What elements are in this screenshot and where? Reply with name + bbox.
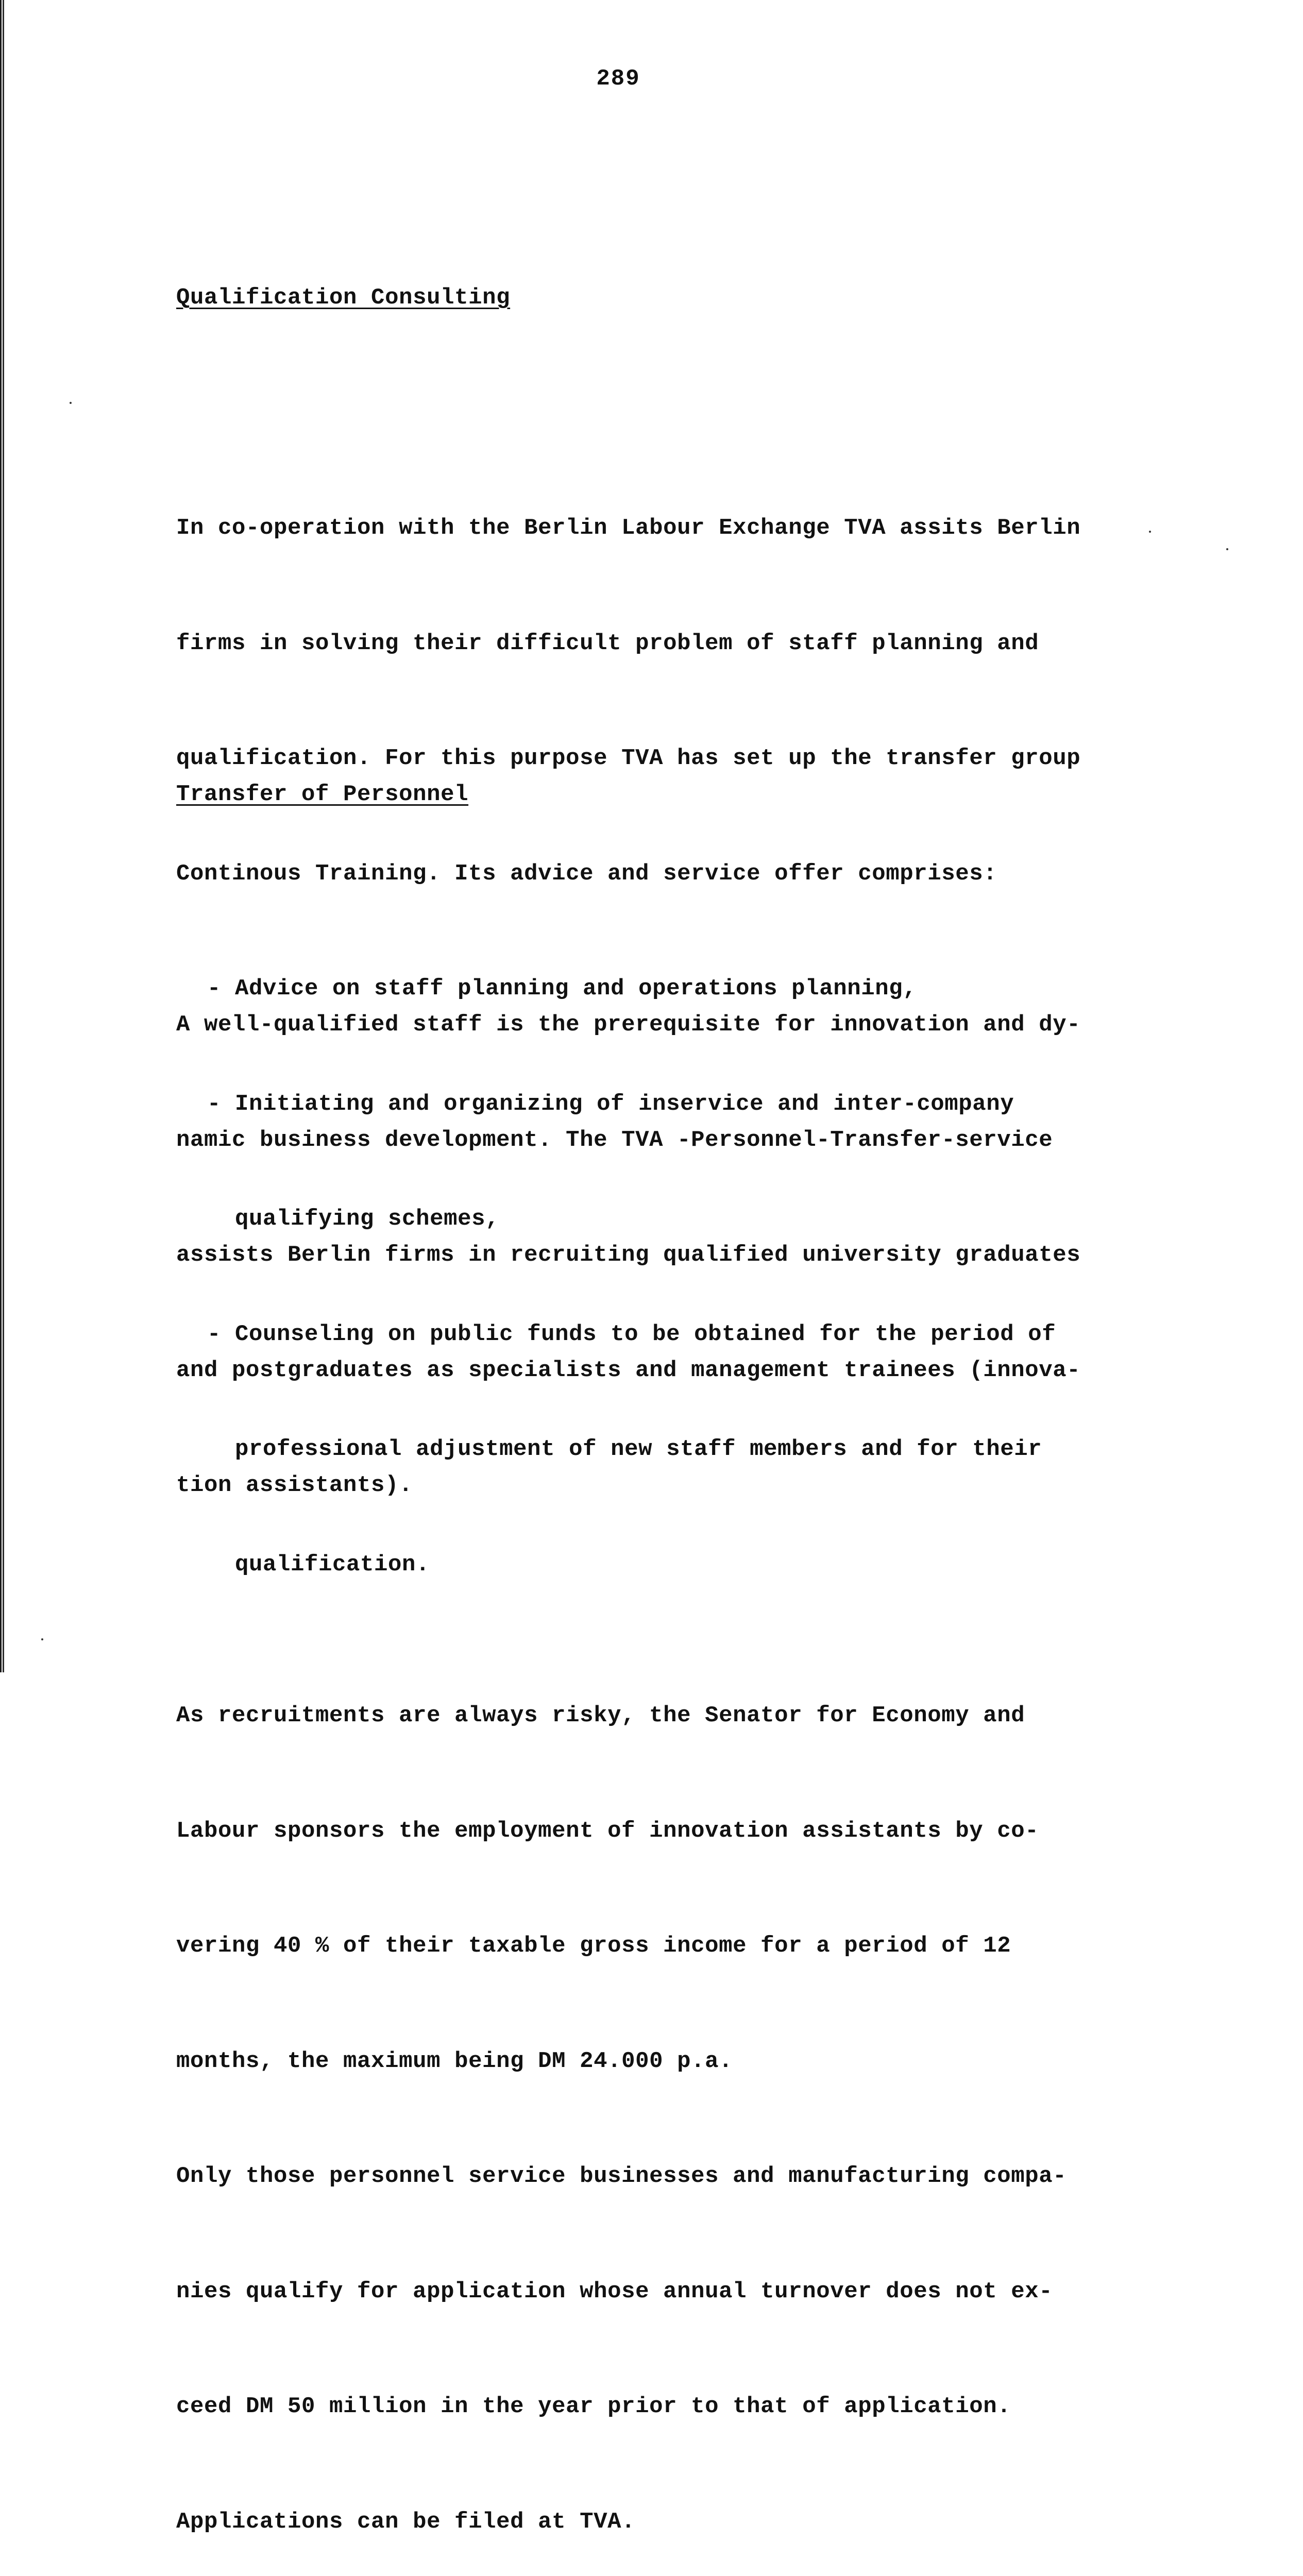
paragraph-line: firms in solving their difficult problem of staff planning and [176,630,1039,656]
paragraph-line: Only those personnel service businesses and manufacturing compa- [176,2163,1067,2189]
binding-edge [0,0,6,1672]
paragraph-line: In co-operation with the Berlin Labour Exchange TVA assits Berlin [176,515,1081,541]
bullet-line: qualification. [207,1551,430,1578]
paragraph-line: Continous Training. Its advice and service offer comprises: [176,860,997,887]
paragraph-line: tion assistants). [176,1472,413,1498]
paragraph-line: Applications can be filed at TVA. [176,2509,636,2535]
scan-speck [1149,531,1151,533]
section-heading: Transfer of Personnel [176,782,469,807]
scan-speck [41,1638,43,1640]
bullet-line: qualifying schemes, [207,1206,500,1232]
bullet-line: - Initiating and organizing of inservice and inter-company [207,1091,1014,1117]
bullet-line: - Counseling on public funds to be obtained for the period of [207,1321,1056,1347]
bullet-line: - Advice on staff planning and operations planning, [207,976,917,1002]
paragraph-line: Labour sponsors the employment of innovation assistants by co- [176,1818,1039,1844]
section-transfer-of-personnel [176,699,1258,2576]
page-number: 289 [596,66,640,92]
scan-speck [70,402,72,404]
paragraph-line: As recruitments are always risky, the Senator for Economy and [176,1703,1025,1728]
paragraph-line: A well-qualified staff is the prerequisite for innovation and dy- [176,1012,1081,1038]
paragraph-line: ceed DM 50 million in the year prior to that of application. [176,2394,1011,2419]
paragraph-line: months, the maximum being DM 24.000 p.a. [176,2048,733,2074]
paragraph-line: assists Berlin firms in recruiting qualified university graduates [176,1242,1081,1268]
paragraph-line: qualification. For this purpose TVA has set up the transfer group [176,745,1081,771]
paragraph-line: namic business development. The TVA -Personnel-Transfer-service [176,1127,1053,1153]
section-heading: Qualification Consulting [176,285,511,311]
paragraph-line: nies qualify for application whose annual turnover does not ex- [176,2278,1053,2304]
scan-speck [1226,548,1228,550]
bullet-line: professional adjustment of new staff members and for their [207,1436,1042,1462]
paragraph-line: and postgraduates as specialists and management trainees (innova- [176,1357,1081,1383]
paragraph-line: vering 40 % of their taxable gross income for a period of 12 [176,1933,1011,1959]
